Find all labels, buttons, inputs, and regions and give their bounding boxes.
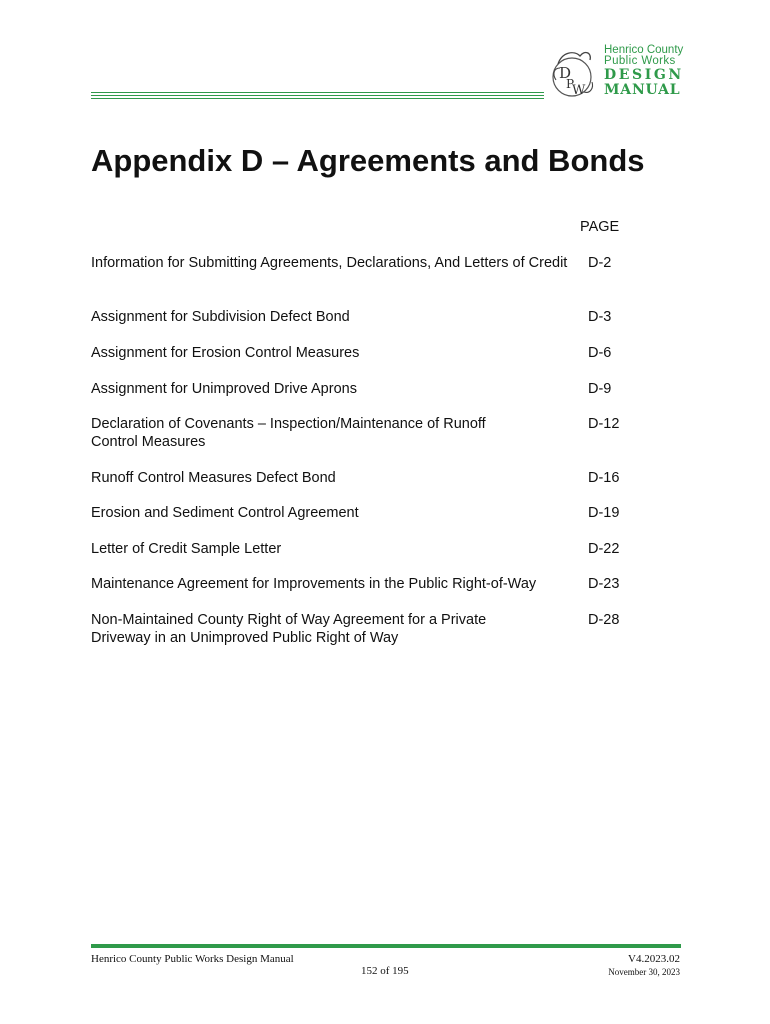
logo-manual: MANUAL: [604, 82, 681, 98]
toc-entry-title: Maintenance Agreement for Improvements in the Public Right-of-Way: [91, 576, 537, 592]
toc-entry-title: Erosion and Sediment Control Agreement: [91, 505, 359, 521]
footer-rule: [91, 944, 681, 948]
toc-entry-page: D-23: [588, 576, 620, 592]
svg-text:W: W: [572, 83, 586, 98]
footer-date: November 30, 2023: [608, 967, 680, 977]
svg-text:D: D: [559, 64, 572, 82]
toc-entry-page: D-3: [588, 309, 612, 325]
toc-entry-page: D-28: [588, 612, 620, 628]
logo-department: Public Works: [604, 55, 676, 67]
toc-entry-page: D-9: [588, 381, 612, 397]
toc-entry-title: Assignment for Subdivision Defect Bond: [91, 309, 350, 325]
footer-version: V4.2023.02: [628, 953, 680, 965]
toc-entry-page: D-12: [588, 416, 620, 432]
toc-entry-page: D-16: [588, 470, 620, 486]
toc-entry-title: Runoff Control Measures Defect Bond: [91, 470, 336, 486]
toc-entry-title: Letter of Credit Sample Letter: [91, 541, 282, 557]
toc-entry-page: D-19: [588, 505, 620, 521]
svg-text:P: P: [566, 77, 575, 91]
department-logo: [548, 44, 688, 104]
toc-page-column-header: PAGE: [580, 219, 620, 235]
toc-entry-title: Assignment for Unimproved Drive Aprons: [91, 381, 357, 397]
toc-entry-title: Non-Maintained County Right of Way Agreement for a Private Driveway in an Unimproved Public Right of Way: [91, 612, 487, 646]
toc-entry-title: Declaration of Covenants – Inspection/Maintenance of Runoff Control Measures: [91, 416, 486, 450]
dpw-emblem-icon: [548, 44, 604, 104]
toc-entry-page: D-22: [588, 541, 620, 557]
toc-entry-page: D-2: [588, 255, 612, 271]
footer-page-number: 152 of 195: [361, 965, 409, 977]
toc-entry-title: Information for Submitting Agreements, Declarations, And Letters of Credit: [91, 255, 568, 271]
page-title: Appendix D – Agreements and Bonds: [91, 143, 645, 178]
footer-manual-name: Henrico County Public Works Design Manual: [91, 953, 294, 965]
header-rule: [91, 92, 544, 101]
toc-entry-title: Assignment for Erosion Control Measures: [91, 345, 360, 361]
logo-design: DESIGN: [604, 67, 684, 83]
logo-county: Henrico County: [604, 44, 684, 56]
toc-entry-page: D-6: [588, 345, 612, 361]
